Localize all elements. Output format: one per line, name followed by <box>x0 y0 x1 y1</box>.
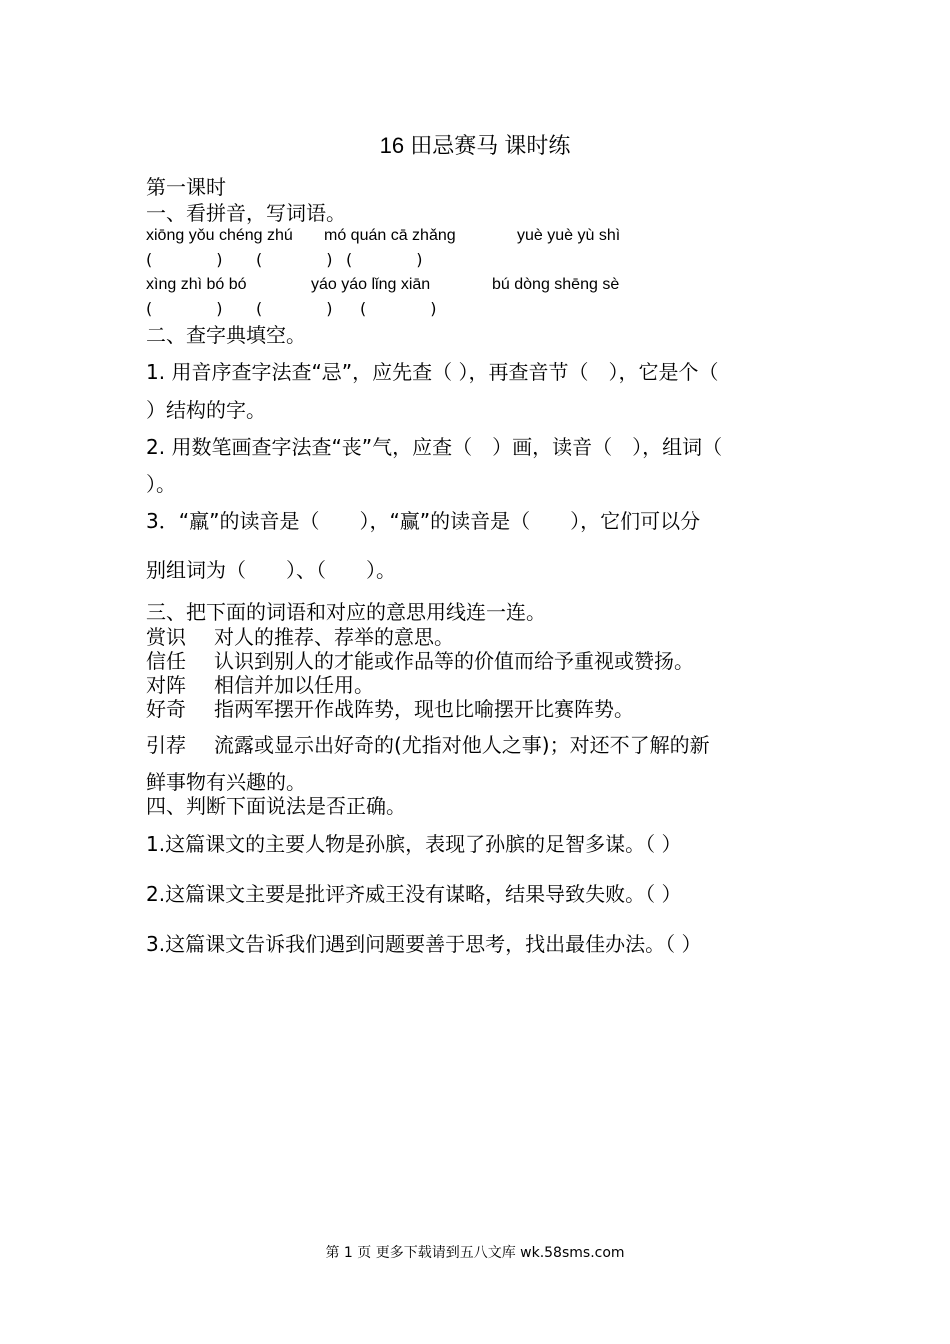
match-word: 引荐 <box>146 733 186 757</box>
question-line: 1. 用音序查字法查“忌”，应先查（ ），再查音节（ ），它是个（ <box>146 360 719 384</box>
match-word: 好奇 <box>146 697 186 721</box>
judgement-item: 2.这篇课文主要是批评齐威王没有谋略，结果导致失败。（ ） <box>146 882 682 906</box>
answer-bracket: ( ) <box>146 299 223 318</box>
lesson-label: 第一课时 <box>146 175 226 199</box>
question-line: ）。 <box>146 472 176 496</box>
pinyin-item: xìng zhì bó bó <box>146 276 247 293</box>
match-meaning: 对人的推荐、荐举的意思。 <box>214 625 454 649</box>
pinyin-item: mó quán cā zhǎng <box>324 227 456 244</box>
answer-bracket: ( ) <box>346 250 423 269</box>
answer-bracket: ( ) <box>256 250 333 269</box>
judgement-item: 1.这篇课文的主要人物是孙膑，表现了孙膑的足智多谋。（ ） <box>146 832 682 856</box>
pinyin-item: bú dòng shēng sè <box>492 276 620 293</box>
judgement-item: 3.这篇课文告诉我们遇到问题要善于思考，找出最佳办法。（ ） <box>146 932 702 956</box>
section1-heading: 一、看拼音，写词语。 <box>146 201 346 225</box>
match-meaning: 认识到别人的才能或作品等的价值而给予重视或赞扬。 <box>214 649 694 673</box>
answer-bracket: ( ) <box>146 250 223 269</box>
match-word: 对阵 <box>146 673 186 697</box>
question-line: 别组词为（ ）、（ ）。 <box>146 558 396 582</box>
pinyin-item: xiōng yǒu chéng zhú <box>146 227 293 244</box>
pinyin-item: yáo yáo lǐng xiān <box>311 276 431 293</box>
question-line: ）结构的字。 <box>146 398 266 422</box>
page-title: 16 田忌赛马 课时练 <box>379 133 571 158</box>
match-meaning: 流露或显示出好奇的(尤指对他人之事)；对还不了解的新 <box>214 733 710 757</box>
question-line: 3．“羸”的读音是（ ），“赢”的读音是（ ），它们可以分 <box>146 509 701 533</box>
section4-heading: 四、判断下面说法是否正确。 <box>146 794 406 818</box>
section3-heading: 三、把下面的词语和对应的意思用线连一连。 <box>146 600 546 624</box>
question-line: 2. 用数笔画查字法查“丧”气，应查（ ）画，读音（ ），组词（ <box>146 435 723 459</box>
match-word: 信任 <box>146 649 186 673</box>
pinyin-item: yuè yuè yù shì <box>517 227 621 244</box>
match-word: 赏识 <box>146 625 186 649</box>
match-meaning: 相信并加以任用。 <box>214 673 374 697</box>
match-meaning: 指两军摆开作战阵势，现也比喻摆开比赛阵势。 <box>214 697 634 721</box>
answer-bracket: ( ) <box>360 299 437 318</box>
answer-bracket: ( ) <box>256 299 333 318</box>
page-footer: 第 1 页 更多下载请到五八文库 wk.58sms.com <box>325 1245 625 1261</box>
match-meaning-continuation: 鲜事物有兴趣的。 <box>146 770 306 794</box>
section2-heading: 二、查字典填空。 <box>146 323 306 347</box>
